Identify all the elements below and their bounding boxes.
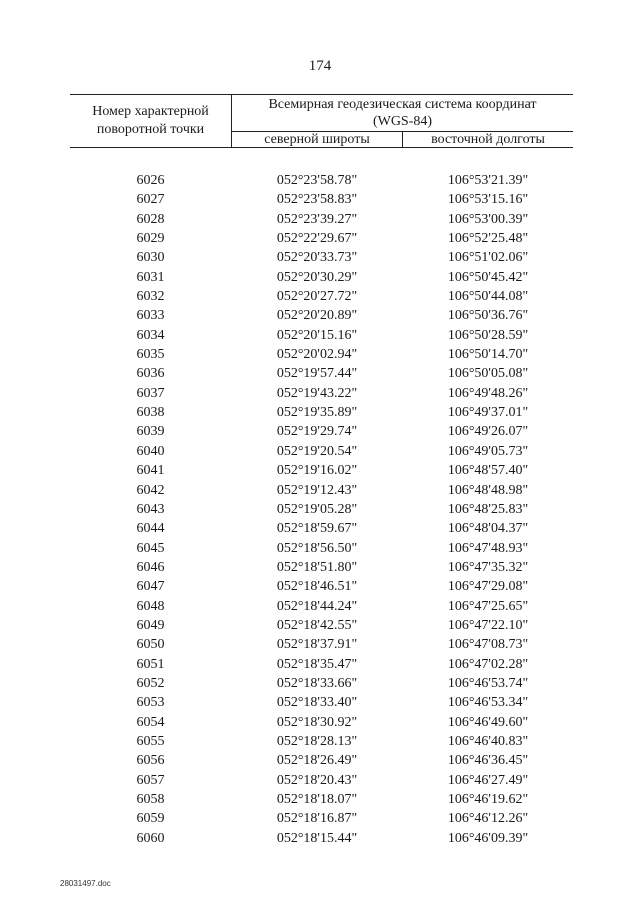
latitude-cell: 052°19'20.54" <box>276 443 358 459</box>
longitude-cell: 106°48'25.83" <box>447 501 529 517</box>
latitude-cell: 052°23'58.78" <box>276 173 358 188</box>
longitude-cell: 106°47'08.73" <box>447 637 529 653</box>
table-row <box>70 422 573 441</box>
table-row <box>70 287 573 306</box>
latitude-cell: 052°18'56.50" <box>276 540 358 556</box>
longitude-cell: 106°47'48.93" <box>447 540 529 556</box>
longitude-cell: 106°51'02.06" <box>447 250 529 266</box>
latitude-cell: 052°18'33.40" <box>276 695 358 711</box>
latitude-cell: 052°23'39.27" <box>276 211 358 227</box>
point-number-cell: 6030 <box>136 250 165 266</box>
longitude-cell: 106°46'40.83" <box>447 733 529 749</box>
latitude-cell: 052°18'33.66" <box>276 675 358 691</box>
latitude-cell: 052°20'20.89" <box>276 308 358 324</box>
longitude-cell: 106°46'19.62" <box>447 792 529 807</box>
longitude-cell: 106°47'25.65" <box>447 598 529 614</box>
longitude-cell: 106°50'45.42" <box>447 269 529 285</box>
table-header <box>70 94 573 148</box>
table-row <box>70 635 573 654</box>
longitude-cell: 106°47'22.10" <box>447 617 529 633</box>
latitude-column-header: северной широты <box>264 132 370 147</box>
latitude-cell: 052°18'37.91" <box>276 637 358 653</box>
point-number-cell: 6046 <box>136 559 165 575</box>
table-row <box>70 210 573 229</box>
longitude-cell: 106°48'04.37" <box>447 521 529 537</box>
table-row <box>70 364 573 383</box>
point-number-cell: 6028 <box>136 211 165 227</box>
point-number-cell: 6034 <box>136 327 165 343</box>
longitude-cell: 106°46'49.60" <box>447 714 529 730</box>
latitude-cell: 052°18'18.07" <box>276 792 358 807</box>
longitude-cell: 106°50'36.76" <box>447 308 529 324</box>
latitude-cell: 052°19'57.44" <box>276 366 358 382</box>
latitude-cell: 052°18'35.47" <box>276 656 358 672</box>
point-number-cell: 6039 <box>136 424 165 440</box>
point-number-cell: 6049 <box>136 617 165 633</box>
latitude-cell: 052°20'27.72" <box>276 289 358 305</box>
point-number-cell: 6053 <box>136 695 165 711</box>
table-row <box>70 732 573 751</box>
point-number-cell: 6056 <box>136 753 165 769</box>
longitude-cell: 106°50'44.08" <box>447 289 529 305</box>
coordinate-table-body <box>70 171 573 848</box>
point-number-cell: 6043 <box>136 501 165 517</box>
longitude-cell: 106°50'14.70" <box>447 347 529 363</box>
latitude-cell: 052°19'12.43" <box>276 482 358 498</box>
point-number-cell: 6027 <box>136 192 165 208</box>
table-row <box>70 674 573 693</box>
point-number-cell: 6038 <box>136 405 165 421</box>
point-number-cell: 6042 <box>136 482 165 498</box>
latitude-cell: 052°20'30.29" <box>276 269 358 285</box>
table-row <box>70 693 573 712</box>
longitude-cell: 106°48'57.40" <box>447 463 529 479</box>
table-row <box>70 171 573 190</box>
table-row <box>70 190 573 209</box>
table-row <box>70 481 573 500</box>
point-number-cell: 6041 <box>136 463 165 479</box>
table-row <box>70 519 573 538</box>
longitude-cell: 106°49'26.07" <box>447 424 529 440</box>
point-number-cell: 6060 <box>136 830 165 846</box>
latitude-cell: 052°19'35.89" <box>276 405 358 421</box>
latitude-cell: 052°18'59.67" <box>276 521 358 537</box>
point-number-cell: 6031 <box>136 269 165 285</box>
latitude-cell: 052°18'46.51" <box>276 579 358 595</box>
longitude-cell: 106°48'48.98" <box>447 482 529 498</box>
point-number-cell: 6032 <box>136 289 165 305</box>
point-number-cell: 6048 <box>136 598 165 614</box>
table-row <box>70 384 573 403</box>
table-row <box>70 229 573 248</box>
latitude-cell: 052°22'29.67" <box>276 231 358 247</box>
table-row <box>70 442 573 461</box>
longitude-cell: 106°47'29.08" <box>447 579 529 595</box>
longitude-cell: 106°46'53.74" <box>447 675 529 691</box>
table-row <box>70 403 573 422</box>
point-number-cell: 6036 <box>136 366 165 382</box>
point-number-cell: 6050 <box>136 637 165 653</box>
point-number-cell: 6045 <box>136 540 165 556</box>
table-row <box>70 577 573 596</box>
longitude-cell: 106°47'02.28" <box>447 656 529 672</box>
longitude-cell: 106°46'27.49" <box>447 772 529 788</box>
longitude-cell: 106°49'37.01" <box>447 405 529 421</box>
latitude-cell: 052°18'15.44" <box>276 830 358 846</box>
longitude-cell: 106°46'53.34" <box>447 695 529 711</box>
table-row <box>70 616 573 635</box>
latitude-cell: 052°20'33.73" <box>276 250 358 266</box>
latitude-cell: 052°19'29.74" <box>276 424 358 440</box>
latitude-cell: 052°19'05.28" <box>276 501 358 517</box>
table-row <box>70 809 573 828</box>
longitude-cell: 106°50'05.08" <box>447 366 529 382</box>
point-number-cell: 6035 <box>136 347 165 363</box>
latitude-cell: 052°19'43.22" <box>276 385 358 401</box>
table-row <box>70 500 573 519</box>
table-row <box>70 751 573 770</box>
table-row <box>70 713 573 732</box>
table-row <box>70 268 573 287</box>
latitude-cell: 052°20'15.16" <box>276 327 358 343</box>
point-number-cell: 6033 <box>136 308 165 324</box>
table-row <box>70 326 573 345</box>
page-number: 174 <box>308 58 332 74</box>
point-number-cell: 6029 <box>136 231 165 247</box>
table-row <box>70 461 573 480</box>
point-number-cell: 6040 <box>136 443 165 459</box>
point-number-cell: 6052 <box>136 675 165 691</box>
latitude-cell: 052°18'51.80" <box>276 559 358 575</box>
longitude-cell: 106°52'25.48" <box>447 231 529 247</box>
table-row <box>70 558 573 577</box>
point-number-cell: 6057 <box>136 772 165 788</box>
point-number-cell: 6047 <box>136 579 165 595</box>
document-filename: 28031497.doc <box>60 879 111 888</box>
latitude-cell: 052°18'44.24" <box>276 598 358 614</box>
point-number-column-header: Номер характерной поворотной точки <box>92 104 209 137</box>
longitude-cell: 106°46'09.39" <box>447 830 529 846</box>
point-number-cell: 6051 <box>136 656 165 672</box>
point-number-cell: 6059 <box>136 811 165 827</box>
latitude-cell: 052°18'16.87" <box>276 811 358 827</box>
table-row <box>70 345 573 364</box>
latitude-cell: 052°18'42.55" <box>276 617 358 633</box>
latitude-cell: 052°18'30.92" <box>276 714 358 730</box>
point-number-cell: 6055 <box>136 733 165 749</box>
longitude-cell: 106°49'48.26" <box>447 385 529 401</box>
table-row <box>70 771 573 790</box>
point-number-cell: 6037 <box>136 385 165 401</box>
longitude-cell: 106°46'36.45" <box>447 753 529 769</box>
table-row <box>70 597 573 616</box>
point-number-cell: 6026 <box>136 173 165 188</box>
table-row <box>70 539 573 558</box>
table-row <box>70 829 573 848</box>
table-row <box>70 655 573 674</box>
table-row <box>70 306 573 325</box>
longitude-column-header: восточной долготы <box>431 132 545 147</box>
latitude-cell: 052°18'20.43" <box>276 772 358 788</box>
latitude-cell: 052°20'02.94" <box>276 347 358 363</box>
longitude-cell: 106°49'05.73" <box>447 443 529 459</box>
longitude-cell: 106°53'00.39" <box>447 211 529 227</box>
point-number-cell: 6054 <box>136 714 165 730</box>
latitude-cell: 052°18'28.13" <box>276 733 358 749</box>
longitude-cell: 106°53'15.16" <box>447 192 529 208</box>
coordinate-system-header: Всемирная геодезическая система координат (WGS-84) <box>268 97 537 129</box>
latitude-cell: 052°18'26.49" <box>276 753 358 769</box>
longitude-cell: 106°53'21.39" <box>447 173 529 188</box>
longitude-cell: 106°46'12.26" <box>447 811 529 827</box>
point-number-cell: 6044 <box>136 521 165 537</box>
point-number-cell: 6058 <box>136 792 165 807</box>
longitude-cell: 106°47'35.32" <box>447 559 529 575</box>
longitude-cell: 106°50'28.59" <box>447 327 529 343</box>
table-row <box>70 248 573 267</box>
latitude-cell: 052°23'58.83" <box>276 192 358 208</box>
latitude-cell: 052°19'16.02" <box>276 463 358 479</box>
table-row <box>70 790 573 809</box>
